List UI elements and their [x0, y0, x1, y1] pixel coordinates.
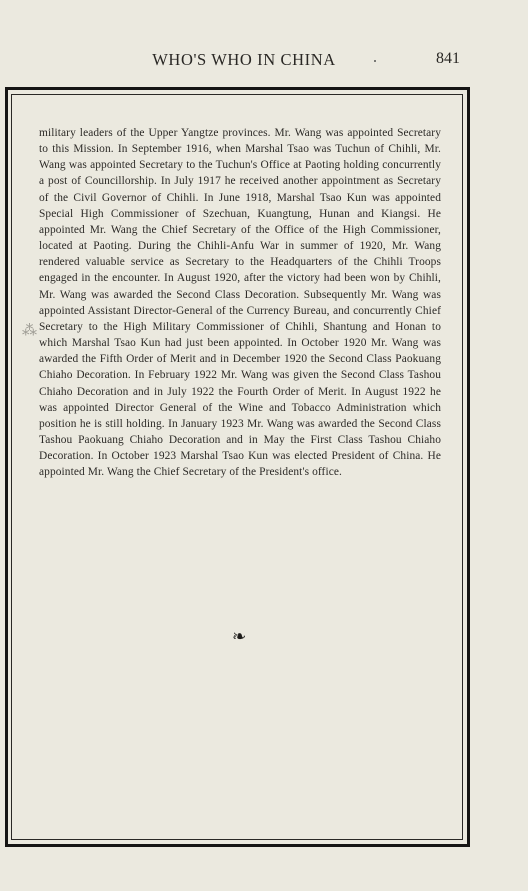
body-paragraph: military leaders of the Upper Yangtze provinces. Mr. Wang was appointed Secretary to this Mission. In September 1916, when Marshal Tsao was Tuchun of Chihli, Mr. Wang was appointed Secretary to the Tuchun's Office at Paoting holding concurrently a post of Councillorship. In July 1917 he received another appointment as Secretary of the Civil Governor of Chihli. In June 1918, Marshal Tsao Kun was appointed Special High Commissioner of Szechuan, Kuangtung, Hunan and Kiangsi. He appointed Mr. Wang the Chief Secretary of the Office of the High Commissioner, located at Paoting. During the Chihli-Anfu War in summer of 1920, Mr. Wang rendered valuable service as Secretary to the Headquarters of the Chihli Troops engaged in the encounter. In August 1920, after the victory had been won by Chihli, Mr. Wang was awarded the Second Class Decoration. Subsequently Mr. Wang was appointed Assistant Director-General of the Currency Bureau, and concurrently Chief Secretary to the High Military Commissioner of Chihli, Shantung and Honan to which Marshal Tsao Kun had just been appointed. In October 1920 Mr. Wang was awarded the Fifth Order of Merit and in December 1920 the Second Class Paokuang Chiaho Decoration. In February 1922 Mr. Wang was given the Second Class Tashou Chiaho Decoration and in July 1922 the Fourth Order of Merit. In August 1922 he was appointed Director General of the Wine and Tobacco Administration which position he is still holding. In January 1923 Mr. Wang was awarded the Second Class Tashou Paokuang Chiaho Decoration and in May the First Class Tashou Chiaho Decoration. In October 1923 Marshal Tsao Kun was elected President of China. He appointed Mr. Wang the Chief Secretary of the President's office. — [39, 127, 441, 479]
page-number: 841 — [436, 50, 460, 67]
running-title: WHO'S WHO IN CHINA — [152, 50, 336, 69]
biography-text — [39, 125, 441, 480]
fleuron-ornament-icon: ❧ — [232, 627, 247, 646]
page-header — [0, 50, 528, 72]
header-dot — [374, 60, 376, 62]
margin-smudge-mark: ⁂ — [22, 323, 37, 339]
